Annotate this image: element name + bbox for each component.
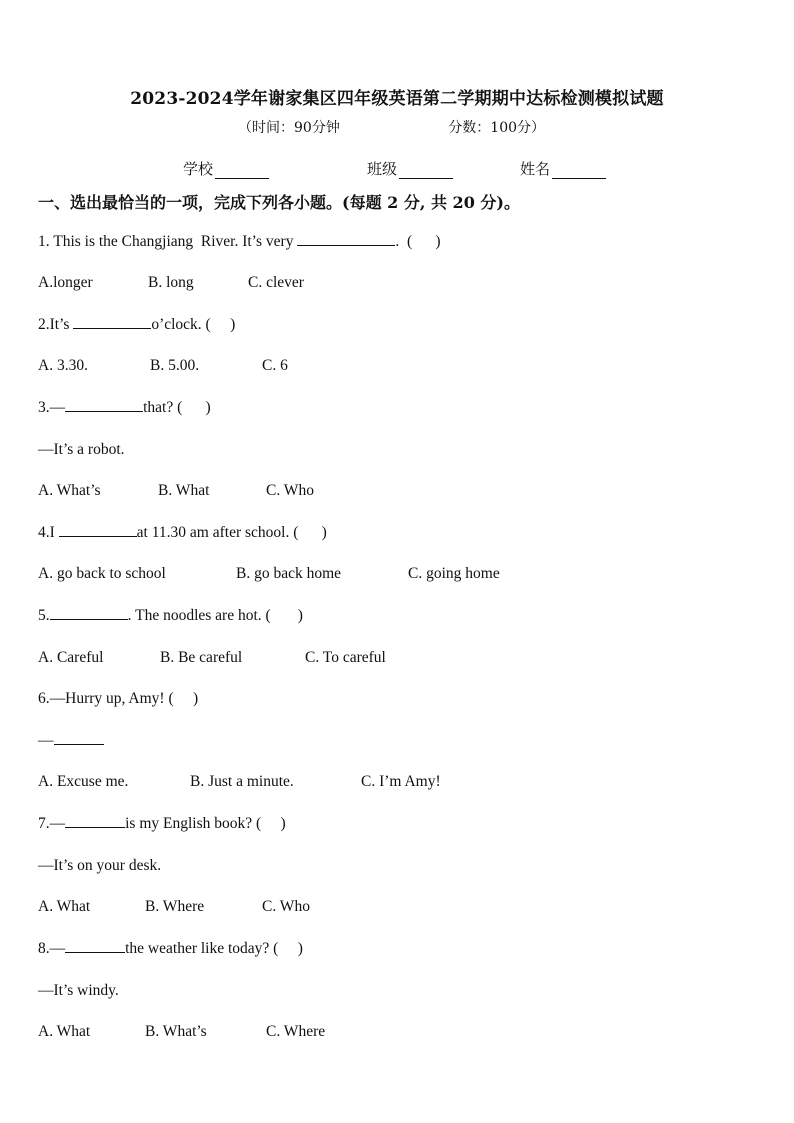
option-a[interactable]: A. What xyxy=(38,898,91,915)
school-label: 学校 xyxy=(183,160,214,178)
school-field[interactable] xyxy=(183,158,269,179)
option-a[interactable]: A. What xyxy=(38,1023,91,1040)
class-label: 班级 xyxy=(367,160,398,178)
option-b[interactable]: B. Just a minute. xyxy=(190,773,294,790)
option-a[interactable]: A.longer xyxy=(38,274,93,291)
option-c[interactable]: C. To careful xyxy=(305,649,386,666)
exam-score: 分数：100分） xyxy=(448,120,546,136)
option-a[interactable]: A. Excuse me. xyxy=(38,773,129,790)
name-field[interactable] xyxy=(520,158,606,179)
options-5 xyxy=(38,649,386,667)
answer-blank[interactable] xyxy=(65,815,125,828)
option-b[interactable]: B. Where xyxy=(145,898,205,915)
question-8: 8.— the weather like today? ( ) xyxy=(38,940,303,957)
question-2: 2.It’s o’clock. ( ) xyxy=(38,316,236,333)
answer-8: —It’s windy. xyxy=(38,982,119,999)
option-c[interactable]: C. Who xyxy=(266,482,314,499)
exam-title: 2023-2024学年谢家集区四年级英语第二学期期中达标检测模拟试题 xyxy=(130,89,664,109)
name-blank[interactable] xyxy=(552,164,606,179)
section-title: 一、选出最恰当的一项，完成下列各小题。(每题 2 分, 共 20 分)。 xyxy=(38,193,520,212)
answer-3: —It’s a robot. xyxy=(38,441,125,458)
answer-blank[interactable] xyxy=(297,233,395,246)
option-b[interactable]: B. 5.00. xyxy=(150,357,200,374)
question-4: 4.I at 11.30 am after school. ( ) xyxy=(38,524,327,541)
option-b[interactable]: B. What’s xyxy=(145,1023,207,1040)
options-7 xyxy=(38,898,310,916)
answer-6: — xyxy=(38,732,104,750)
question-5: 5. . The noodles are hot. ( ) xyxy=(38,607,303,624)
name-label: 姓名 xyxy=(520,160,551,178)
option-c[interactable]: C. Who xyxy=(262,898,310,915)
answer-blank[interactable] xyxy=(54,732,104,745)
option-c[interactable]: C. Where xyxy=(266,1023,326,1040)
answer-blank[interactable] xyxy=(50,607,128,620)
answer-blank[interactable] xyxy=(65,940,125,953)
question-6: 6.—Hurry up, Amy! ( ) xyxy=(38,690,199,707)
option-b[interactable]: B. long xyxy=(148,274,194,291)
options-3 xyxy=(38,482,314,500)
options-6 xyxy=(38,773,441,791)
option-b[interactable]: B. What xyxy=(158,482,210,499)
class-blank[interactable] xyxy=(399,164,453,179)
option-c[interactable]: C. 6 xyxy=(262,357,288,374)
answer-7: —It’s on your desk. xyxy=(38,857,162,874)
class-field[interactable] xyxy=(367,158,453,179)
option-b[interactable]: B. go back home xyxy=(236,565,342,582)
option-c[interactable]: C. I’m Amy! xyxy=(361,773,441,790)
options-4 xyxy=(38,565,500,583)
question-1: 1. This is the Changjiang River. It’s very . ( ) xyxy=(38,233,441,250)
option-b[interactable]: B. Be careful xyxy=(160,649,243,666)
option-a[interactable]: A. go back to school xyxy=(38,565,166,582)
answer-blank[interactable] xyxy=(65,399,143,412)
options-8 xyxy=(38,1023,325,1041)
question-3: 3.— that? ( ) xyxy=(38,399,211,416)
options-1 xyxy=(38,274,304,292)
school-blank[interactable] xyxy=(215,164,269,179)
option-c[interactable]: C. going home xyxy=(408,565,500,582)
option-a[interactable]: A. 3.30. xyxy=(38,357,88,374)
question-7: 7.— is my English book? ( ) xyxy=(38,815,286,832)
answer-blank[interactable] xyxy=(73,316,151,329)
options-2 xyxy=(38,357,288,375)
option-a[interactable]: A. Careful xyxy=(38,649,104,666)
exam-time: （时间：90分钟 xyxy=(238,120,340,136)
exam-info xyxy=(238,117,545,137)
option-c[interactable]: C. clever xyxy=(248,274,304,291)
option-a[interactable]: A. What’s xyxy=(38,482,101,499)
answer-blank[interactable] xyxy=(59,524,137,537)
